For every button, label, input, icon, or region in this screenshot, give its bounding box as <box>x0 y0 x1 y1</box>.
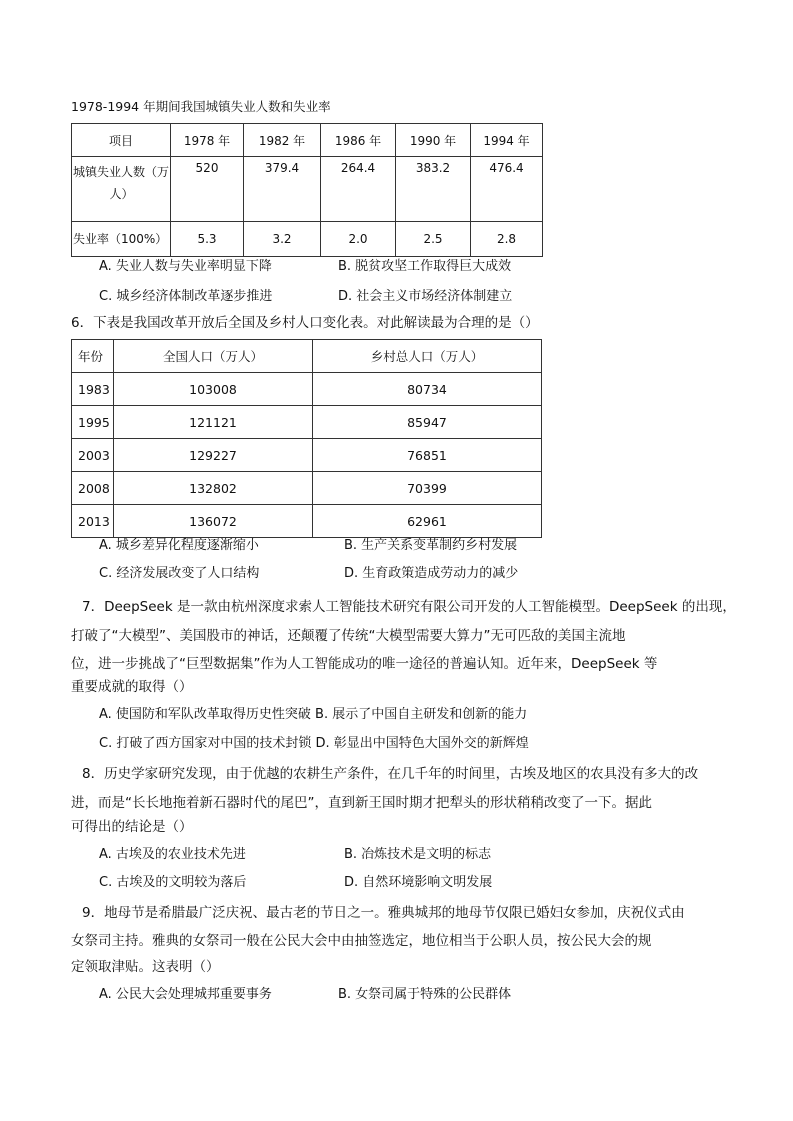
header-cell: 全国人口（万人） <box>114 340 313 373</box>
q6-stem: 6．下表是我国改革开放后全国及乡村人口变化表。对此解读最为合理的是（） <box>71 315 539 331</box>
q6-option-b: B. 生产关系变革制约乡村发展 <box>344 538 518 553</box>
q8-line: 可得出的结论是（） <box>71 819 193 835</box>
q6-option-d: D. 生育政策造成劳动力的减少 <box>344 566 519 581</box>
q5-option-b: B. 脱贫攻坚工作取得巨大成效 <box>338 259 512 274</box>
table-row <box>72 439 542 472</box>
table-cell: 2.5 <box>396 222 471 257</box>
table-cell: 76851 <box>313 439 542 472</box>
q7-line: 打破了“大模型”、美国股市的神话，还颠覆了传统“大模型需要大算力”无可匹敌的美国主流地 <box>71 628 626 644</box>
table-row <box>72 373 542 406</box>
table-row <box>72 340 542 373</box>
q8-option-c: C. 古埃及的文明较为落后 <box>99 875 247 890</box>
header-cell: 1982 年 <box>244 124 321 157</box>
q7-line: 7．DeepSeek 是一款由杭州深度求索人工智能技术研究有限公司开发的人工智能模型。DeepSeek 的出现， <box>82 599 736 615</box>
table-cell: 379.4 <box>244 157 321 222</box>
table-row <box>72 505 542 538</box>
header-cell: 1994 年 <box>471 124 543 157</box>
table-cell: 129227 <box>114 439 313 472</box>
table1-caption: 1978-1994 年期间我国城镇失业人数和失业率 <box>71 99 331 114</box>
q7-line: 重要成就的取得（） <box>71 679 193 695</box>
table-cell: 2013 <box>72 505 114 538</box>
q5-option-a: A. 失业人数与失业率明显下降 <box>99 259 272 274</box>
row-label-line: 人） <box>109 187 134 201</box>
q5-option-c: C. 城乡经济体制改革逐步推进 <box>99 289 273 304</box>
table-row <box>72 406 542 439</box>
row-label: 失业率（100%） <box>72 222 171 257</box>
q8-line: 进，而是“长长地拖着新石器时代的尾巴”，直到新王国时期才把犁头的形状稍稍改变了一下。据此 <box>71 795 652 811</box>
header-cell: 乡村总人口（万人） <box>313 340 542 373</box>
table-cell: 264.4 <box>321 157 396 222</box>
row-label <box>72 157 171 222</box>
table-cell: 85947 <box>313 406 542 439</box>
row-label-line: 城镇失业人数（万 <box>73 165 170 179</box>
table-row <box>72 222 543 257</box>
table-cell: 121121 <box>114 406 313 439</box>
table-cell: 383.2 <box>396 157 471 222</box>
table-cell: 2.0 <box>321 222 396 257</box>
header-cell: 1986 年 <box>321 124 396 157</box>
q8-line: 8．历史学家研究发现，由于优越的农耕生产条件，在几千年的时间里，古埃及地区的农具没有多大的改 <box>82 766 699 782</box>
table-cell: 2003 <box>72 439 114 472</box>
q5-option-d: D. 社会主义市场经济体制建立 <box>338 289 513 304</box>
q9-option-b: B. 女祭司属于特殊的公民群体 <box>338 987 512 1002</box>
table-cell: 5.3 <box>171 222 244 257</box>
table-cell: 136072 <box>114 505 313 538</box>
q8-option-a: A. 古埃及的农业技术先进 <box>99 847 246 862</box>
table-cell: 1995 <box>72 406 114 439</box>
table-cell: 476.4 <box>471 157 543 222</box>
header-cell: 1990 年 <box>396 124 471 157</box>
table-cell: 1983 <box>72 373 114 406</box>
population-table <box>71 339 542 538</box>
table-cell: 132802 <box>114 472 313 505</box>
q8-option-d: D. 自然环境影响文明发展 <box>344 875 493 890</box>
q9-option-a: A. 公民大会处理城邦重要事务 <box>99 987 272 1002</box>
table-row <box>72 124 543 157</box>
table-cell: 520 <box>171 157 244 222</box>
table-row <box>72 157 543 222</box>
table-row <box>72 472 542 505</box>
unemployment-table <box>71 123 543 257</box>
header-cell: 项目 <box>72 124 171 157</box>
table-cell: 62961 <box>313 505 542 538</box>
table-cell: 2.8 <box>471 222 543 257</box>
q6-option-a: A. 城乡差异化程度逐渐缩小 <box>99 538 259 553</box>
q7-options-cd: C. 打破了西方国家对中国的技术封锁 D. 彰显出中国特色大国外交的新辉煌 <box>99 736 529 751</box>
q7-options-ab: A. 使国防和军队改革取得历史性突破 B. 展示了中国自主研发和创新的能力 <box>99 707 528 722</box>
q8-option-b: B. 冶炼技术是文明的标志 <box>344 847 492 862</box>
q9-line: 定领取津贴。这表明（） <box>71 959 220 975</box>
table-cell: 103008 <box>114 373 313 406</box>
q9-line: 女祭司主持。雅典的女祭司一般在公民大会中由抽签选定，地位相当于公职人员，按公民大会的规 <box>71 933 652 949</box>
table-cell: 70399 <box>313 472 542 505</box>
header-cell: 1978 年 <box>171 124 244 157</box>
table-cell: 80734 <box>313 373 542 406</box>
q6-option-c: C. 经济发展改变了人口结构 <box>99 566 260 581</box>
table-cell: 3.2 <box>244 222 321 257</box>
q7-line: 位，进一步挑战了“巨型数据集”作为人工智能成功的唯一途径的普遍认知。近年来，DeepSeek 等 <box>71 656 658 672</box>
table-cell: 2008 <box>72 472 114 505</box>
q9-line: 9．地母节是希腊最广泛庆祝、最古老的节日之一。雅典城邦的地母节仅限已婚妇女参加，庆祝仪式由 <box>82 905 685 921</box>
header-cell: 年份 <box>72 340 114 373</box>
